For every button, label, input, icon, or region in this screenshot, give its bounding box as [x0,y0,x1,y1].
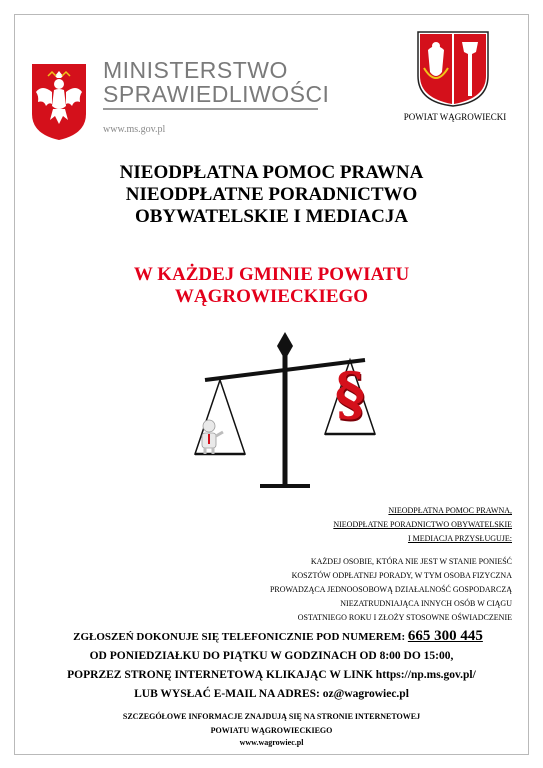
phone-line [28,628,528,645]
web-link-line[interactable]: POPRZEZ STRONĘ INTERNETOWĄ KLIKAJĄC W LINK https://np.ms.gov.pl/ [67,669,476,681]
entitlement-body: KAŻDEJ OSOBIE, KTÓRA NIE JEST W STANIE PONIEŚĆ KOSZTÓW ODPŁATNEJ PORADY, W TYM OSOBA FIZYCZNA PROWADZĄCA JEDNOOSOBOWĄ DZIAŁALNOŚĆ GOSPODARCZĄ NIEZATRUDNIAJĄCA INNYCH OSÓB W CIĄGU OSTATNIEGO ROKU I ZŁOŻY STOSOWNE OŚWIADCZENIE [269,557,512,622]
phone-intro: ZGŁOSZEŃ DOKONUJE SIĘ TELEFONICZNIE POD NUMEREM: [73,631,406,643]
county-crest-icon [416,28,490,108]
email-line[interactable]: LUB WYSŁAĆ E-MAIL NA ADRES: oz@wagrowiec.pl [134,688,409,700]
details-note: SZCZEGÓŁOWE INFORMACJE ZNAJDUJĄ SIĘ NA STRONIE INTERNETOWEJ POWIATU WĄGROWIECKIEGO [122,712,421,735]
paragraph-symbol-icon: § [334,360,366,428]
ministry-name-line2: SPRAWIEDLIWOŚCI [103,81,330,107]
ministry-divider [103,108,318,111]
ministry-url: www.ms.gov.pl [103,124,166,135]
ministry-name-line1: MINISTERSTWO [103,57,288,83]
polish-eagle-emblem-icon [30,62,88,142]
ministry-name [103,58,329,106]
poster-title: NIEODPŁATNA POMOC PRAWNA NIEODPŁATNE PORADNICTWO OBYWATELSKIE I MEDIACJA [119,162,424,227]
office-hours: OD PONIEDZIAŁKU DO PIĄTKU W GODZINACH OD 8:00 DO 15:00, [89,650,454,662]
county-name: POWIAT WĄGROWIECKI [403,112,507,122]
phone-number: 665 300 445 [407,628,483,644]
entitlement-heading: NIEODPŁATNA POMOC PRAWNA, NIEODPŁATNE PORADNICTWO OBYWATELSKIE I MEDIACJA PRZYSŁUGUJE: [333,506,512,543]
county-website-link[interactable]: www.wagrowiec.pl [239,738,304,747]
poster-subtitle: W KAŻDEJ GMINIE POWIATU WĄGROWIECKIEGO [133,264,410,307]
